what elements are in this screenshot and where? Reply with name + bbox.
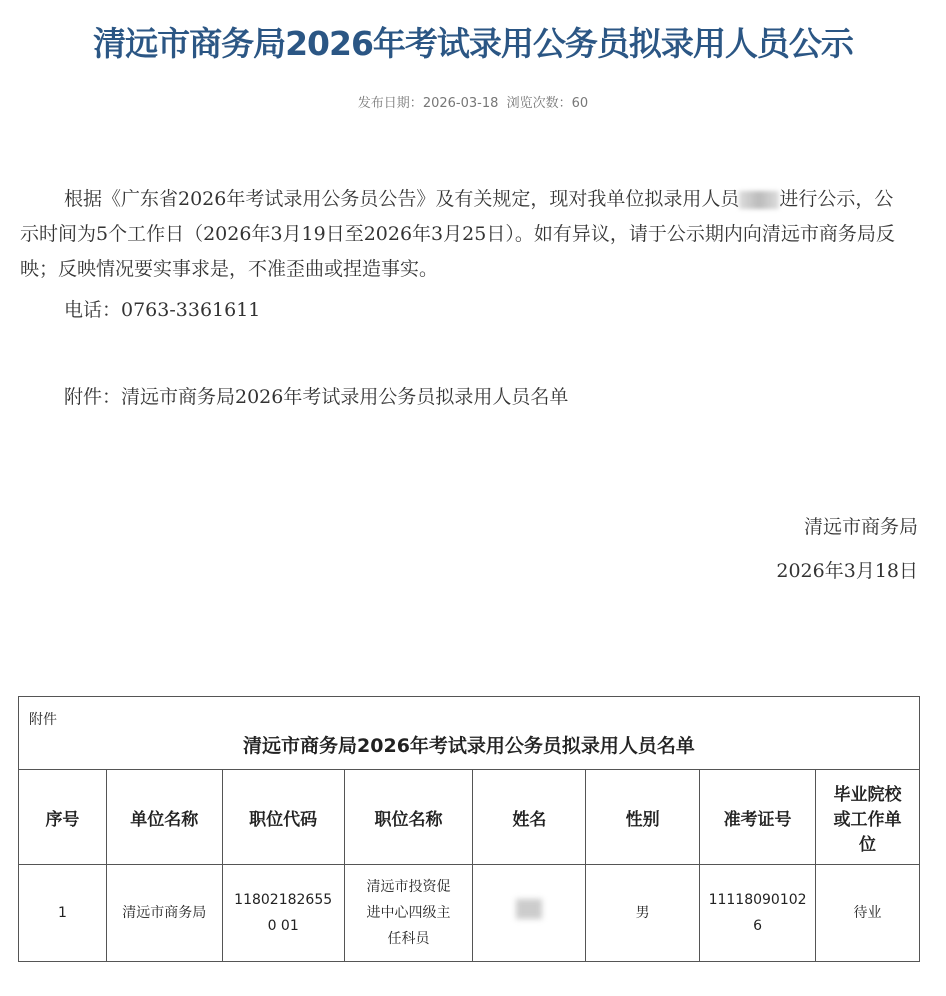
table-header — [19, 770, 920, 865]
caption-label: 附件 — [29, 712, 57, 728]
phone: 电话：0763-3361611 — [64, 299, 261, 321]
table-row — [19, 865, 920, 962]
publish-label: 发布日期： — [357, 96, 423, 111]
cell: 清远市商务局 — [106, 865, 222, 962]
col-header: 职位名称 — [344, 770, 473, 865]
col-header: 单位名称 — [106, 770, 222, 865]
cell: 11118090102 6 — [700, 865, 816, 962]
cell: 男 — [586, 865, 700, 962]
cell: 118021826550 01 — [222, 865, 344, 962]
table-caption — [19, 697, 920, 770]
col-header: 序号 — [19, 770, 107, 865]
signature-org: 清远市商务局 — [803, 516, 918, 538]
page-title: 清远市商务局2026年考试录用公务员拟录用人员公示 — [93, 24, 853, 63]
views-count: 60 — [571, 96, 589, 111]
notice-paragraph — [20, 182, 910, 287]
attachment-link[interactable]: 附件：清远市商务局2026年考试录用公务员拟录用人员名单 — [64, 386, 569, 408]
views-label: 浏览次数： — [506, 96, 572, 111]
table-title: 清远市商务局2026年考试录用公务员拟录用人员名单 — [243, 735, 695, 757]
col-header: 姓名 — [473, 770, 586, 865]
signature-date: 2026年3月18日 — [776, 560, 918, 582]
col-header: 性别 — [586, 770, 700, 865]
cell: 清远市投资促进中心四级主任科员 — [344, 865, 473, 962]
col-header: 职位代码 — [222, 770, 344, 865]
publish-date: 2026-03-18 — [422, 96, 499, 111]
article-body — [20, 182, 910, 415]
redacted-name — [516, 899, 542, 919]
cell: 待业 — [816, 865, 920, 962]
col-header: 毕业院校或工作单位 — [816, 770, 920, 865]
redacted-name — [739, 191, 779, 209]
col-header: 准考证号 — [700, 770, 816, 865]
cell: 1 — [19, 865, 107, 962]
post-meta — [0, 92, 946, 111]
candidate-table — [18, 696, 920, 962]
cell-name — [473, 865, 586, 962]
paragraph-text: 进行公示，公示时间为5个工作日（2026年3月19日至2026年3月25日）。如有异议，请于公示期内向清远市商务局反映；反映情况要实事求是，不准歪曲或捏造事实。 — [20, 188, 895, 280]
paragraph-text: 根据《广东省2026年考试录用公务员公告》及有关规定，现对我单位拟录用人员 — [64, 188, 740, 210]
